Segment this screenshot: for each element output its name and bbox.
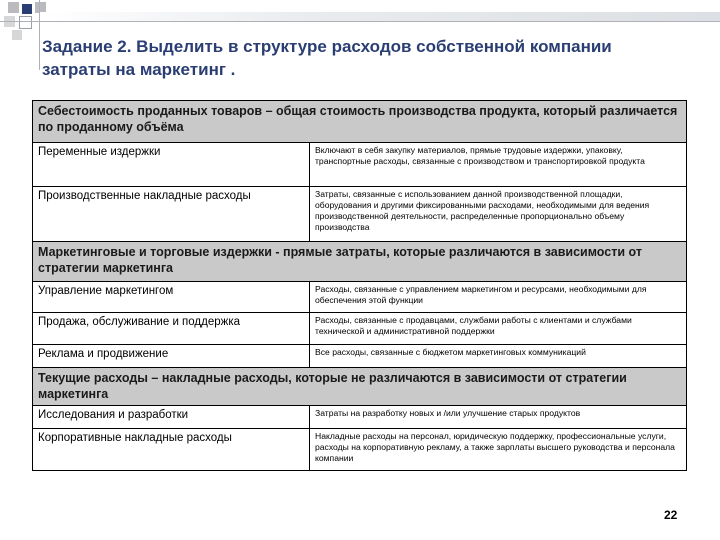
table-row xyxy=(33,282,687,313)
header-rule xyxy=(0,21,720,22)
slide-title xyxy=(42,35,682,81)
deco-square xyxy=(8,2,19,13)
cost-item-name: Продажа, обслуживание и поддержка xyxy=(33,313,310,345)
cost-structure-table xyxy=(32,100,687,471)
table-row xyxy=(33,313,687,345)
table-row xyxy=(33,143,687,187)
section-row xyxy=(33,242,687,282)
table-row xyxy=(33,187,687,242)
cost-item-name: Управление маркетингом xyxy=(33,282,310,313)
cost-item-name: Корпоративные накладные расходы xyxy=(33,429,310,471)
deco-square xyxy=(19,16,32,29)
header-vertical-rule xyxy=(39,0,40,70)
cost-item-description: Затраты на разработку новых и /или улучшение старых продуктов xyxy=(310,406,687,429)
cost-item-description: Все расходы, связанные с бюджетом маркетинговых коммуникаций xyxy=(310,345,687,368)
section-header: Маркетинговые и торговые издержки - прямые затраты, которые различаются в зависимости от стратегии маркетинга xyxy=(33,242,687,282)
cost-item-description: Расходы, связанные с управлением маркетингом и ресурсами, необходимыми для обеспечения этой функции xyxy=(310,282,687,313)
section-row xyxy=(33,101,687,143)
title-number: 2. xyxy=(117,37,132,56)
cost-item-name: Реклама и продвижение xyxy=(33,345,310,368)
page-number: 22 xyxy=(664,508,678,522)
cost-item-description: Включают в себя закупку материалов, прямые трудовые издержки, упаковку, транспортные расходы, связанные с производством и транспортировкой продукта xyxy=(310,143,687,187)
section-row xyxy=(33,368,687,406)
table-row xyxy=(33,429,687,471)
cost-item-name: Исследования и разработки xyxy=(33,406,310,429)
title-text: Выделить в структуре расходов собственной компании затраты на маркетинг . xyxy=(42,37,612,79)
title-prefix: Задание xyxy=(42,37,118,56)
header-band xyxy=(40,12,720,21)
cost-item-description: Расходы, связанные с продавцами, службами работы с клиентами и службами технической и административной поддержки xyxy=(310,313,687,345)
cost-item-name: Производственные накладные расходы xyxy=(33,187,310,242)
deco-square xyxy=(12,30,22,40)
cost-item-description: Затраты, связанные с использованием данной производственной площадки, оборудования и другими фиксированными расходами, необходимыми для ведения производственной деятельности, распределенные пропорционально объему производства xyxy=(310,187,687,242)
section-header: Текущие расходы – накладные расходы, которые не различаются в зависимости от стратегии маркетинга xyxy=(33,368,687,406)
table-row xyxy=(33,406,687,429)
section-header: Себестоимость проданных товаров – общая стоимость производства продукта, который различается по проданному объёма xyxy=(33,101,687,143)
deco-square xyxy=(22,4,32,14)
cost-item-name: Переменные издержки xyxy=(33,143,310,187)
cost-item-description: Накладные расходы на персонал, юридическую поддержку, профессиональные услуги, расходы на корпоративную рекламу, а также зарплаты высшего руководства и персонала компании xyxy=(310,429,687,471)
table-row xyxy=(33,345,687,368)
